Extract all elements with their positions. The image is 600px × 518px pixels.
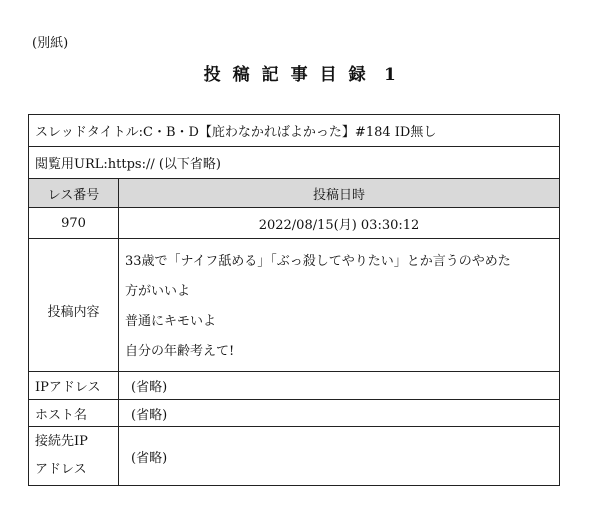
ip-address-value: (省略) <box>119 372 560 400</box>
thread-title-label: スレッドタイトル: <box>35 125 143 140</box>
post-content-lines <box>125 243 553 367</box>
ip-address-label: IPアドレス <box>29 372 119 400</box>
res-number-cell: 970 <box>29 208 119 239</box>
post-content-line: 方がいいよ <box>125 284 191 299</box>
post-content-label: 投稿内容 <box>29 239 119 372</box>
connection-ip-label <box>29 427 119 486</box>
host-name-row <box>29 400 560 427</box>
url-row <box>29 147 560 179</box>
document-title-number: 1 <box>384 65 397 85</box>
post-content-line: 自分の年齢考えて! <box>125 344 235 359</box>
thread-title-row <box>29 115 560 147</box>
post-content-cell <box>119 239 560 372</box>
ip-address-row <box>29 372 560 400</box>
post-row <box>29 208 560 239</box>
res-number-header: レス番号 <box>29 179 119 208</box>
host-name-value: (省略) <box>119 400 560 427</box>
connection-ip-row <box>29 427 560 486</box>
post-datetime-header: 投稿日時 <box>119 179 560 208</box>
attachment-label: (別紙) <box>32 36 69 51</box>
document-title <box>0 60 600 85</box>
connection-ip-label-line2: アドレス <box>35 462 87 477</box>
post-content-line: 33歳で「ナイフ舐める」「ぶっ殺してやりたい」とか言うのやめた <box>125 254 511 269</box>
connection-ip-value: (省略) <box>119 427 560 486</box>
thread-title-cell <box>29 115 560 147</box>
post-record-table <box>28 114 560 486</box>
thread-title-value: C・B・D【庇わなかればよかった】#184 ID無し <box>143 125 437 140</box>
url-cell <box>29 147 560 179</box>
url-label: 閲覧用URL: <box>35 157 108 172</box>
post-datetime-cell: 2022/08/15(月) 03:30:12 <box>119 208 560 239</box>
connection-ip-label-line1: 接続先IP <box>35 434 88 449</box>
document-title-main: 投稿記事目録 <box>203 65 378 85</box>
post-content-row <box>29 239 560 372</box>
post-content-line: 普通にキモいよ <box>125 314 217 329</box>
table-header-row <box>29 179 560 208</box>
host-name-label: ホスト名 <box>29 400 119 427</box>
url-value: https:// (以下省略) <box>107 157 221 172</box>
